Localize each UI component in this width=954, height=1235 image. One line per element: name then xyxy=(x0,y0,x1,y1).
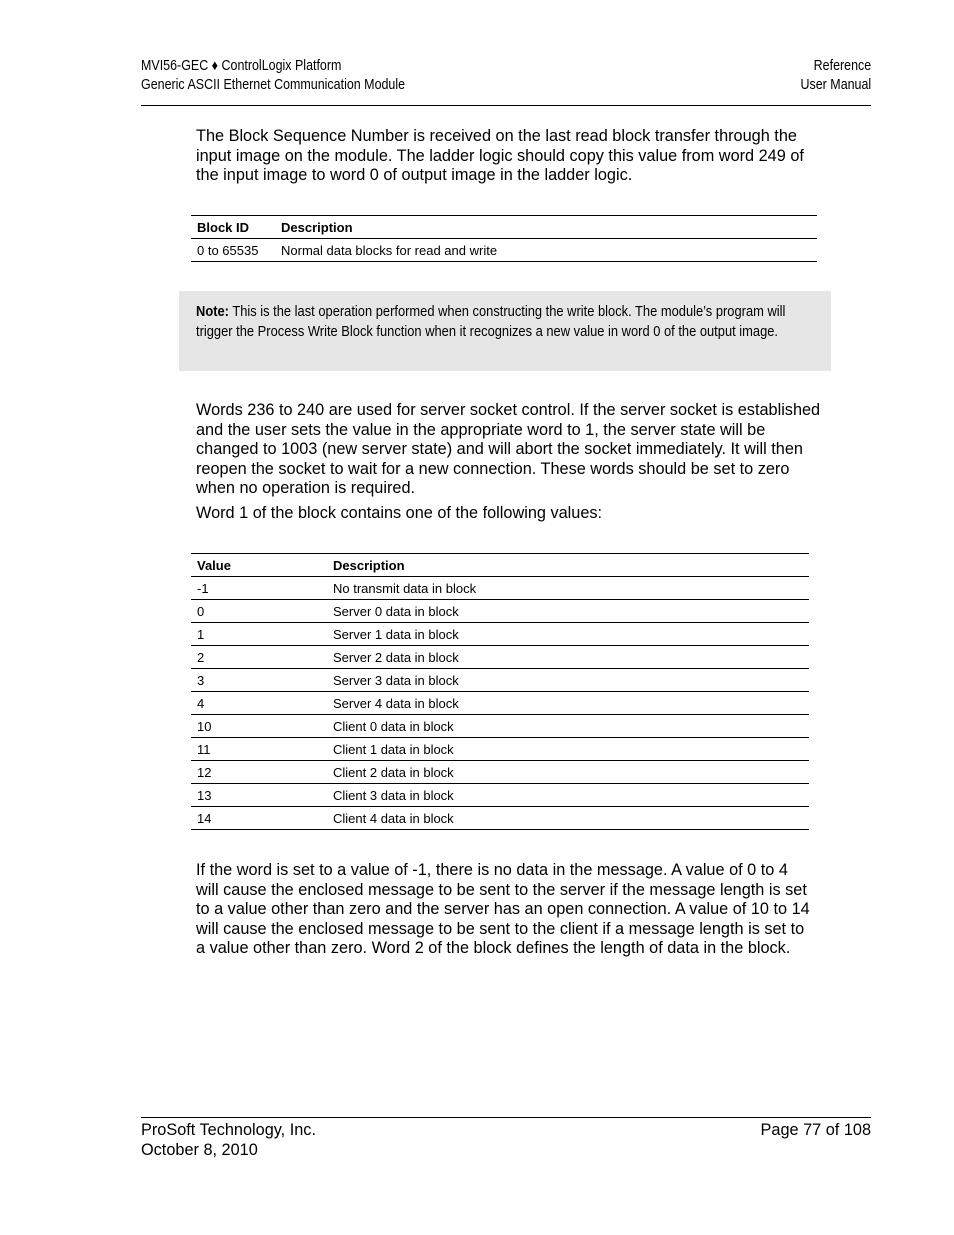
table-row xyxy=(191,577,809,600)
footer-company: ProSoft Technology, Inc. xyxy=(141,1121,316,1139)
footer-page-number: Page 77 of 108 xyxy=(760,1121,871,1139)
footer-date: October 8, 2010 xyxy=(141,1140,258,1159)
table-row xyxy=(191,692,809,715)
header-doc-type: User Manual xyxy=(800,77,871,93)
table-cell: 14 xyxy=(191,807,327,830)
table-header-cell: Block ID xyxy=(191,216,275,239)
page-footer xyxy=(141,1117,871,1159)
header-left xyxy=(141,57,405,95)
table-row xyxy=(191,784,809,807)
table-cell: 11 xyxy=(191,738,327,761)
table-cell: Client 1 data in block xyxy=(327,738,809,761)
note-text xyxy=(196,302,815,342)
table-row xyxy=(191,646,809,669)
table-cell: 4 xyxy=(191,692,327,715)
paragraph-value-explanation: If the word is set to a value of -1, there is no data in the message. A value of 0 to 4 will cause the enclosed message to be sent to the server if the message length is set to a value other than zero and the server has an open connection. A value of 10 to 14 will cause the enclosed message to be sent to the client if a message length is set to a value other than zero. Word 2 of the block defines the length of data in the block. xyxy=(196,861,810,958)
block-id-table xyxy=(191,215,817,262)
table-cell: 0 to 65535 xyxy=(191,239,275,262)
footer-left xyxy=(141,1121,316,1160)
table-cell: Server 1 data in block xyxy=(327,623,809,646)
header-product-title: MVI56-GEC ♦ ControlLogix Platform xyxy=(141,58,342,74)
table-row xyxy=(191,738,809,761)
table-cell: 12 xyxy=(191,761,327,784)
paragraph-server-socket: Words 236 to 240 are used for server socket control. If the server socket is established and the user sets the value in the appropriate word to 1, the server state will be changed to 1003 (new server state) and will abort the socket immediately. It will then reopen the socket to wait for a new connection. These words should be set to zero when no operation is required. xyxy=(196,401,821,498)
table-header-cell: Description xyxy=(327,554,809,577)
table-row xyxy=(191,239,817,262)
table-row xyxy=(191,761,809,784)
header-right xyxy=(800,57,871,95)
table-cell: Server 4 data in block xyxy=(327,692,809,715)
table-cell: Client 4 data in block xyxy=(327,807,809,830)
table-row xyxy=(191,715,809,738)
table-cell: Client 2 data in block xyxy=(327,761,809,784)
paragraph-block-sequence: The Block Sequence Number is received on the last read block transfer through the input image on the module. The ladder logic should copy this value from word 249 of the input image to word 0 of output image in the ladder logic. xyxy=(196,127,804,185)
table-cell: Normal data blocks for read and write xyxy=(275,239,817,262)
table-cell: Client 0 data in block xyxy=(327,715,809,738)
table-cell: 13 xyxy=(191,784,327,807)
table-header-cell: Value xyxy=(191,554,327,577)
table-cell: Server 0 data in block xyxy=(327,600,809,623)
table-cell: Server 3 data in block xyxy=(327,669,809,692)
table-cell: 2 xyxy=(191,646,327,669)
table-cell: -1 xyxy=(191,577,327,600)
table-cell: 3 xyxy=(191,669,327,692)
note-body: This is the last operation performed when constructing the write block. The module’s program will trigger the Process Write Block function when it recognizes a new value in word 0 of the output image. xyxy=(196,303,786,340)
table-row xyxy=(191,807,809,830)
table-row xyxy=(191,623,809,646)
header-section: Reference xyxy=(813,58,871,74)
table-cell: 10 xyxy=(191,715,327,738)
table-cell: Client 3 data in block xyxy=(327,784,809,807)
note-label: Note: xyxy=(196,303,229,320)
value-table xyxy=(191,553,809,830)
header-module-title: Generic ASCII Ethernet Communication Module xyxy=(141,77,406,93)
page-header xyxy=(141,57,871,106)
table-header-row xyxy=(191,554,809,577)
paragraph-word1-intro: Word 1 of the block contains one of the following values: xyxy=(196,504,603,522)
table-header-cell: Description xyxy=(275,216,817,239)
note-box xyxy=(179,291,831,371)
table-header-row xyxy=(191,216,817,239)
table-cell: No transmit data in block xyxy=(327,577,809,600)
table-cell: Server 2 data in block xyxy=(327,646,809,669)
table-cell: 1 xyxy=(191,623,327,646)
table-row xyxy=(191,600,809,623)
table-row xyxy=(191,669,809,692)
table-cell: 0 xyxy=(191,600,327,623)
